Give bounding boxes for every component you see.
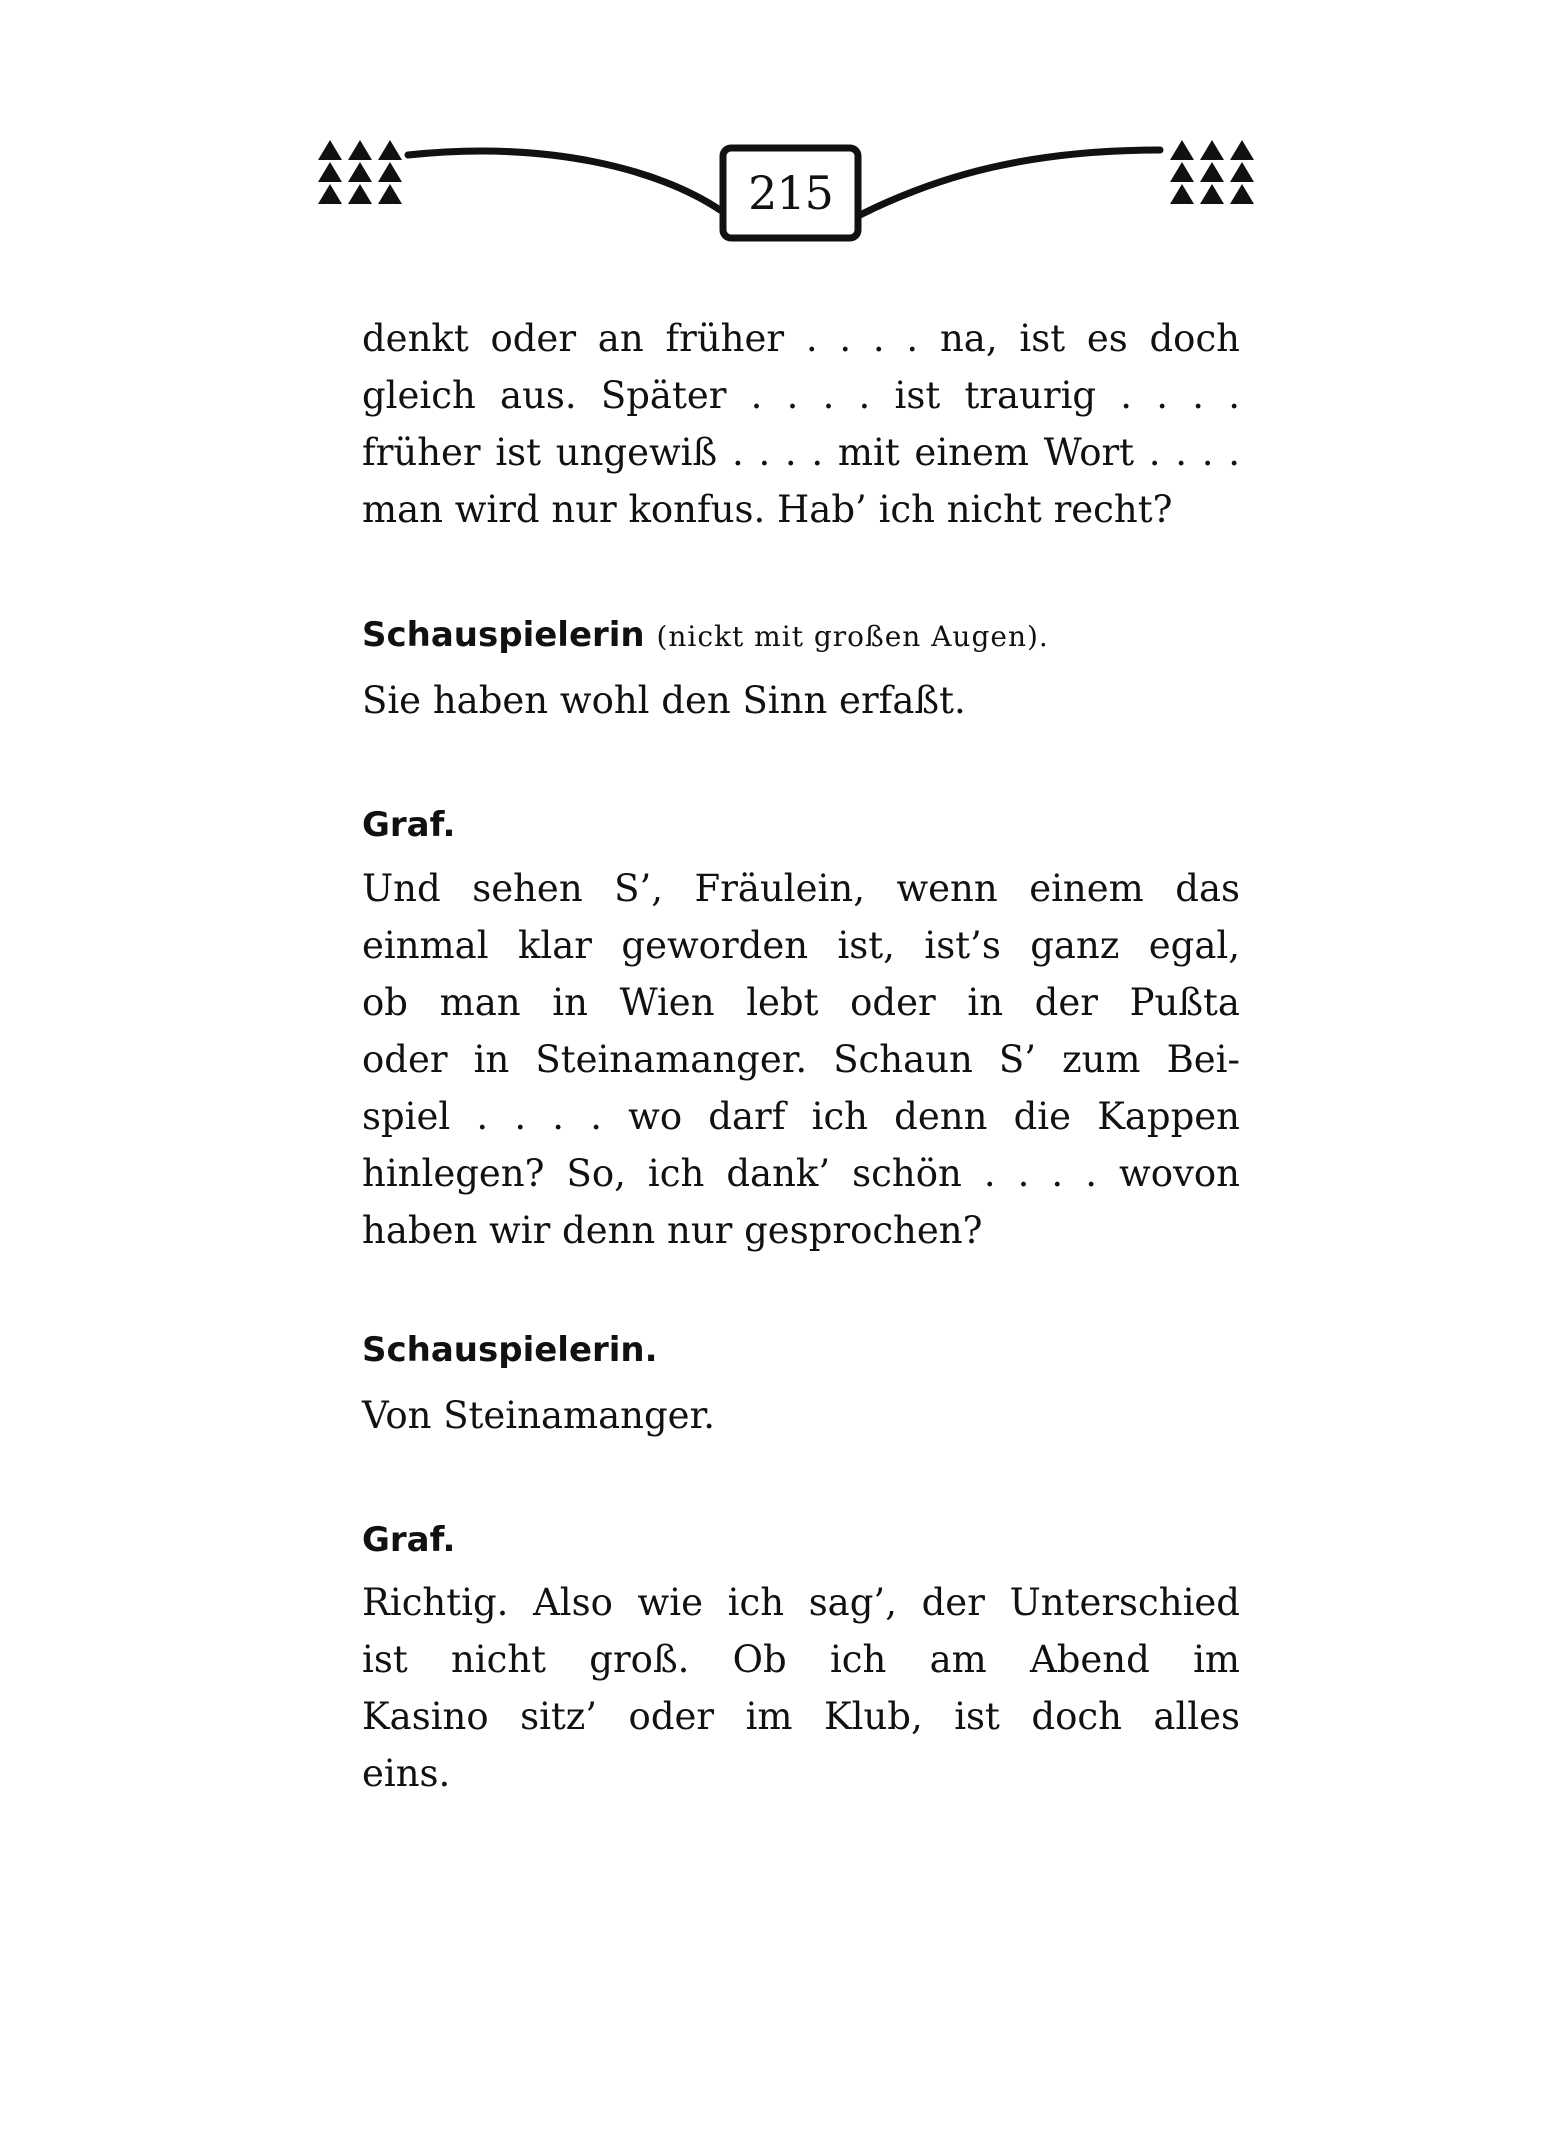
speech-line: ob man in Wien lebt oder in der Pußta xyxy=(362,981,1240,1024)
speech-line: hinlegen? So, ich dank’ schön . . . . wovon xyxy=(362,1152,1240,1195)
speaker-name: Schauspielerin. xyxy=(362,1330,658,1370)
speaker-heading xyxy=(362,1515,455,1565)
speech-line: gleich aus. Später . . . . ist traurig . . . . xyxy=(362,374,1240,417)
speech-line: oder in Steinamanger. Schaun S’ zum Bei- xyxy=(362,1038,1240,1081)
speech-line: ist nicht groß. Ob ich am Abend im xyxy=(362,1638,1240,1681)
speech-line: eins. xyxy=(362,1752,451,1795)
page-number: 215 xyxy=(748,166,833,220)
speaker-name: Graf. xyxy=(362,1520,456,1560)
speech-line: Und sehen S’, Fräulein, wenn einem das xyxy=(362,867,1240,910)
speech-line: Richtig. Also wie ich sag’, der Unterschied xyxy=(362,1581,1240,1624)
speech-line: Kasino sitz’ oder im Klub, ist doch alles xyxy=(362,1695,1240,1738)
speech-line: man wird nur konfus. Hab’ ich nicht recht? xyxy=(362,488,1173,531)
speech-line: früher ist ungewiß . . . . mit einem Wort . . . . xyxy=(362,431,1240,474)
stage-direction: (nickt mit großen Augen). xyxy=(656,620,1049,653)
speaker-heading xyxy=(362,1325,658,1375)
speaker-name: Schauspielerin xyxy=(362,615,645,655)
speech-line: einmal klar geworden ist, ist’s ganz egal, xyxy=(362,924,1240,967)
left-swash-line xyxy=(408,151,720,210)
speech-block xyxy=(362,672,1240,729)
right-triangle-cluster-icon xyxy=(1170,140,1254,204)
speech-line: Von Steinamanger. xyxy=(362,1394,715,1437)
speaker-name: Graf. xyxy=(362,805,456,845)
speech-line: denkt oder an früher . . . . na, ist es doch xyxy=(362,317,1240,360)
right-swash-line xyxy=(860,150,1160,215)
speech-block xyxy=(362,310,1240,538)
speech-line: Sie haben wohl den Sinn erfaßt. xyxy=(362,679,966,722)
speech-block xyxy=(362,860,1240,1259)
speaker-heading xyxy=(362,610,1049,662)
speech-line: spiel . . . . wo darf ich denn die Kappen xyxy=(362,1095,1240,1138)
speaker-heading xyxy=(362,800,455,850)
left-triangle-cluster-icon xyxy=(318,140,402,204)
speech-block xyxy=(362,1574,1240,1802)
speech-block xyxy=(362,1387,1240,1444)
speech-line: haben wir denn nur gesprochen? xyxy=(362,1209,983,1252)
